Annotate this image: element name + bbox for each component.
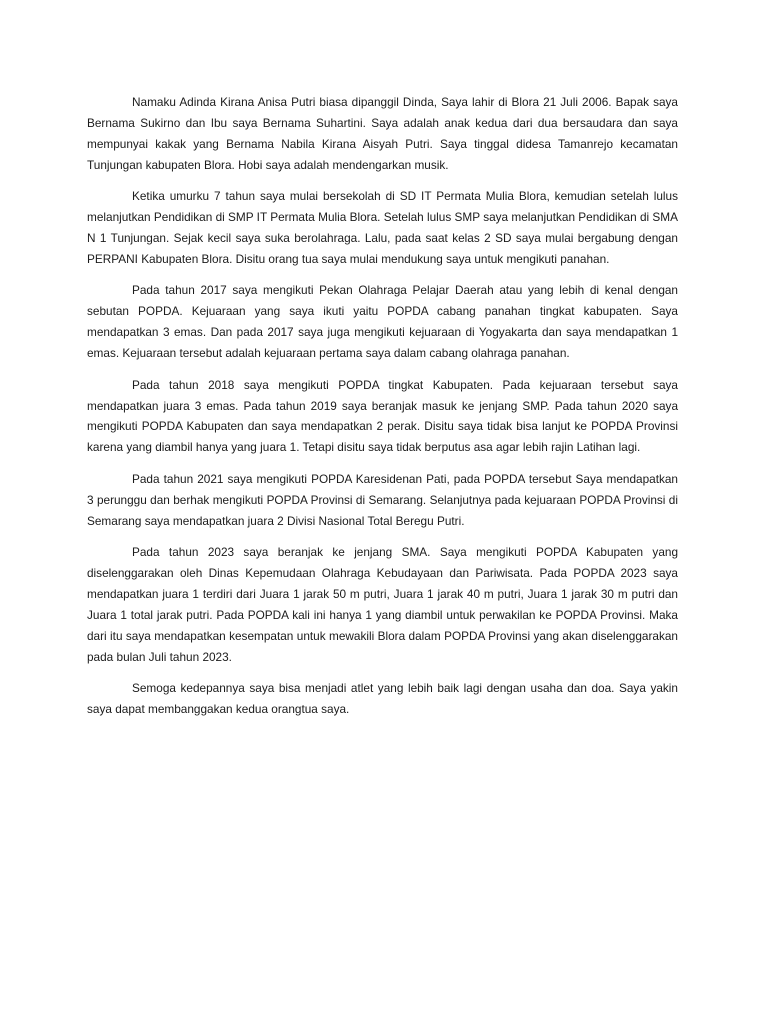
paragraph-education: Ketika umurku 7 tahun saya mulai bersekolah di SD IT Permata Mulia Blora, kemudian setelah lulus melanjutkan Pendidikan di SMP IT Permata Mulia Blora. Setelah lulus SMP saya melanjutkan Pendidikan di SMA N 1 Tunjungan. Sejak kecil saya suka berolahraga. Lalu, pada saat kelas 2 SD saya mulai bergabung dengan PERPANI Kabupaten Blora. Disitu orang tua saya mulai mendukung saya untuk mengikuti panahan. xyxy=(87,189,678,266)
paragraph-introduction: Namaku Adinda Kirana Anisa Putri biasa dipanggil Dinda, Saya lahir di Blora 21 Juli 2006. Bapak saya Bernama Sukirno dan Ibu saya Bernama Suhartini. Saya adalah anak kedua dari dua bersaudara dan saya mempunyai kakak yang Bernama Nabila Kirana Aisyah Putri. Saya tinggal didesa Tamanrejo kecamatan Tunjungan kabupaten Blora. Hobi saya adalah mendengarkan musik. xyxy=(87,95,678,172)
paragraph-popda-2017: Pada tahun 2017 saya mengikuti Pekan Olahraga Pelajar Daerah atau yang lebih di kenal dengan sebutan POPDA. Kejuaraan yang saya ikuti yaitu POPDA cabang panahan tingkat kabupaten. Saya mendapatkan 3 emas. Dan pada 2017 saya juga mengikuti kejuaraan di Yogyakarta dan saya mendapatkan 1 emas. Kejuaraan tersebut adalah kejuaraan pertama saya dalam cabang olahraga panahan. xyxy=(87,283,678,361)
document-body xyxy=(87,92,678,731)
paragraph-closing: Semoga kedepannya saya bisa menjadi atlet yang lebih baik lagi dengan usaha dan doa. Saya yakin saya dapat membanggakan kedua orangtua saya. xyxy=(87,681,678,717)
paragraph-popda-2021: Pada tahun 2021 saya mengikuti POPDA Karesidenan Pati, pada POPDA tersebut Saya mendapatkan 3 perunggu dan berhak mengikuti POPDA Provinsi di Semarang. Selanjutnya pada kejuaraan POPDA Provinsi di Semarang saya mendapatkan juara 2 Divisi Nasional Total Beregu Putri. xyxy=(87,471,678,528)
paragraph-popda-2018-2020: Pada tahun 2018 saya mengikuti POPDA tingkat Kabupaten. Pada kejuaraan tersebut saya mendapatkan juara 3 emas. Pada tahun 2019 saya beranjak masuk ke jenjang SMP. Pada tahun 2020 saya mengikuti POPDA Kabupaten dan saya mendapatkan 2 perak. Disitu saya tidak bisa lanjut ke POPDA Provinsi karena yang diambil hanya yang juara 1. Tetapi disitu saya tidak berputus asa agar lebih rajin Latihan lagi. xyxy=(87,377,678,455)
paragraph-popda-2023: Pada tahun 2023 saya beranjak ke jenjang SMA. Saya mengikuti POPDA Kabupaten yang diselenggarakan oleh Dinas Kepemudaan Olahraga Kebudayaan dan Pariwisata. Pada POPDA 2023 saya mendapatkan juara 1 terdiri dari Juara 1 jarak 50 m putri, Juara 1 jarak 40 m putri, Juara 1 jarak 30 m putri dan Juara 1 total jarak putri. Pada POPDA kali ini hanya 1 yang diambil untuk perwakilan ke POPDA Provinsi. Maka dari itu saya mendapatkan kesempatan untuk mewakili Blora dalam POPDA Provinsi yang akan diselenggarakan pada bulan Juli tahun 2023. xyxy=(87,545,678,664)
